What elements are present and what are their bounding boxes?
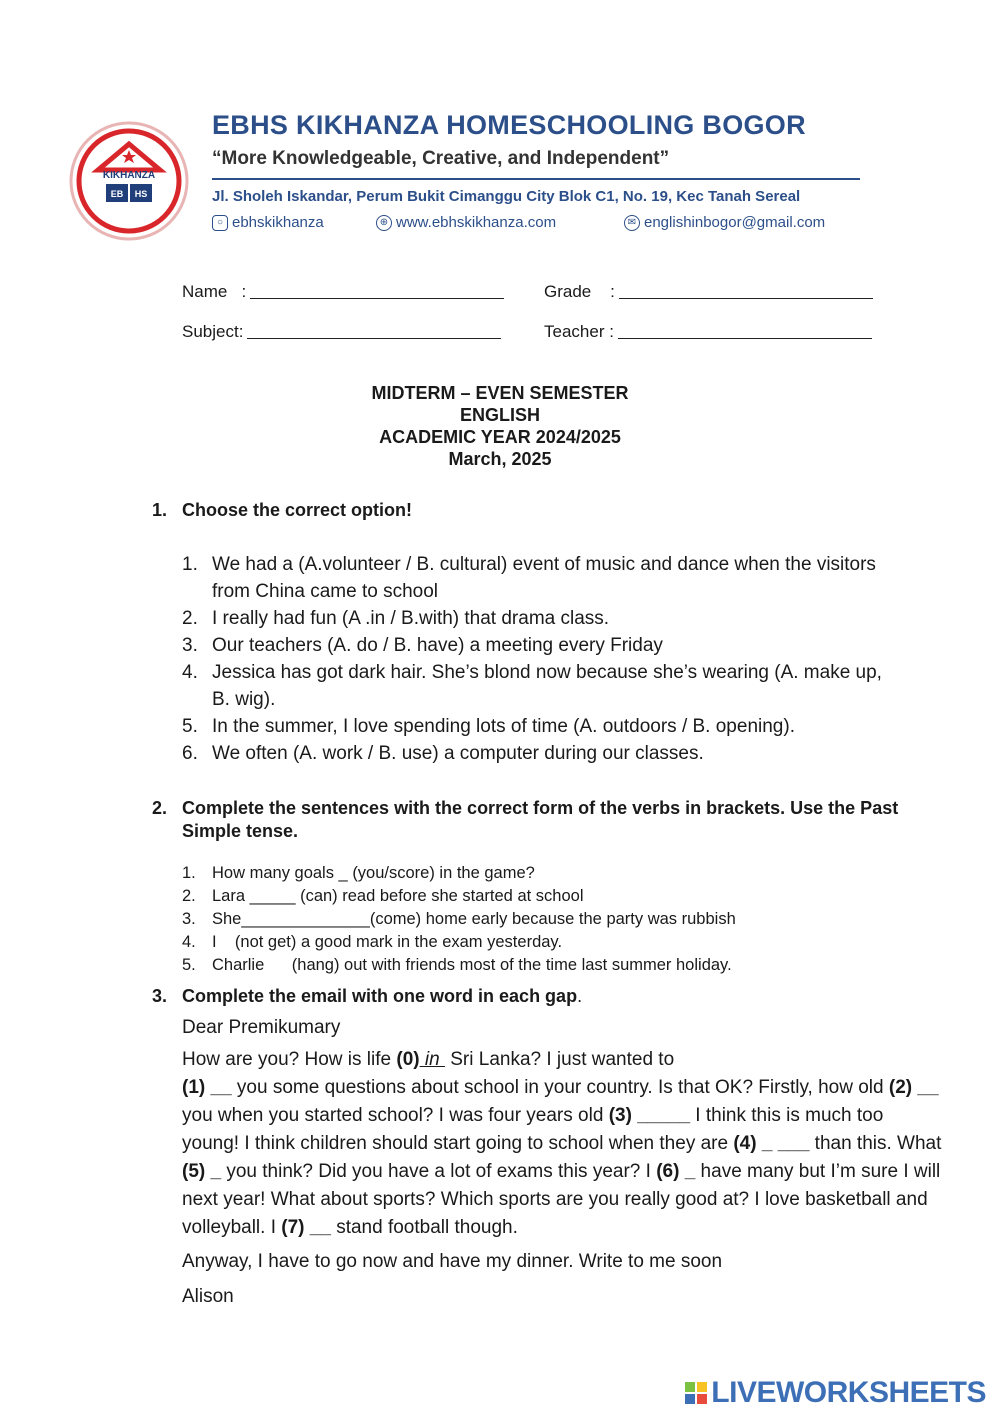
section-1-list [182,551,917,767]
email-text: than this. What [809,1133,942,1154]
list-item [182,931,917,954]
section-2-list [182,862,917,977]
logo-text-right: HS [134,189,148,199]
item-number: 2. [182,608,198,629]
logo-text: KIKHANZA [102,170,156,181]
liveworksheets-brand: LIVEWORKSHEETS [711,1376,986,1409]
list-item [182,862,917,885]
instagram-icon: ○ [212,215,228,231]
title-line-3: ACADEMIC YEAR 2024/2025 [379,427,621,447]
header-divider [212,178,860,180]
email-link[interactable]: englishinbogor@gmail.com [644,214,826,231]
subject-field [182,322,501,342]
list-item [182,605,917,632]
item-text: We often (A. work / B. use) a computer during our classes. [212,743,704,764]
email-contact [624,214,825,231]
instagram-contact [212,214,376,231]
item-text: I (not get) a good mark in the exam yesterday. [212,933,563,951]
name-input-line[interactable] [250,297,504,299]
gap-0-example-answer: in [419,1049,445,1070]
website-contact [376,214,624,231]
teacher-field [544,322,872,342]
list-item [182,740,917,767]
section-2-title: Complete the sentences with the correct form of the verbs in brackets. Use the Past Simple tense. [182,798,899,841]
item-text: Charlie (hang) out with friends most of the time last summer holiday. [212,956,732,974]
item-number: 5. [182,716,198,737]
email-text: you some questions about school in your country. Is that OK? Firstly, how old [231,1077,889,1098]
subject-label: Subject: [182,322,244,341]
item-text: Lara _____ (can) read before she started at school [212,887,584,905]
item-text: She______________(come) home early because the party was rubbish [212,910,736,928]
item-number: 4. [182,933,196,951]
subject-input-line[interactable] [247,337,501,339]
name-label: Name : [182,282,247,301]
item-number: 3. [182,910,196,928]
item-number: 1. [182,554,198,575]
section-1-title: Choose the correct option! [182,500,413,520]
item-number: 3. [182,635,198,656]
gap-3-blank[interactable]: (3) _____ [608,1105,691,1126]
item-number: 1. [182,864,196,882]
title-line-1: MIDTERM – EVEN SEMESTER [371,383,629,403]
school-logo [68,120,190,242]
gap-6-blank[interactable]: (6) _ [656,1161,696,1182]
email-signature: Alison [182,1286,234,1307]
item-text: I really had fun (A .in / B.with) that drama class. [212,608,610,629]
item-text: We had a (A.volunteer / B. cultural) event of music and dance when the visitors from China came to school [212,554,876,602]
item-number: 6. [182,743,198,764]
liveworksheets-logo [685,1376,986,1410]
list-item [182,659,892,713]
exam-title [0,382,1000,470]
gap-5-blank[interactable]: (5) _ [182,1161,222,1182]
grade-input-line[interactable] [619,297,873,299]
item-text: How many goals _ (you/score) in the game? [212,864,535,882]
name-field [182,282,504,302]
item-number: 4. [182,662,198,683]
gap-4-blank[interactable]: (4) _ ___ [733,1133,810,1154]
email-text: Sri Lanka? I just wanted to [444,1049,675,1070]
list-item [182,954,917,977]
email-text: stand football though. [330,1217,518,1238]
website-link[interactable]: www.ebhskikhanza.com [396,214,557,231]
mail-icon: ✉ [624,215,640,231]
title-line-4: March, 2025 [448,449,552,469]
email-text: have many but I’m sure I will next year! What about sports? Which sports are you really good at? I love basketball and volleyball. I [182,1161,941,1238]
gap-7-blank[interactable]: (7) __ [281,1217,331,1238]
item-number: 2. [182,887,196,905]
title-line-2: ENGLISH [459,405,540,425]
contact-row [212,214,825,231]
email-text: I think this is much too young! I think children should start going to school when they are [182,1105,884,1154]
gap-2-blank[interactable]: (2) __ [888,1077,939,1098]
email-closing: Anyway, I have to go now and have my dinner. Write to me soon [182,1251,723,1272]
teacher-label: Teacher : [544,322,614,341]
section-2-number: 2. [152,798,168,818]
list-item [182,713,917,740]
school-address: Jl. Sholeh Iskandar, Perum Bukit Cimanggu City Blok C1, No. 19, Kec Tanah Sereal [212,188,801,205]
section-3-title-text: Complete the email with one word in each gap [182,986,578,1006]
section-3-title [182,985,942,1008]
liveworksheets-icon [685,1382,707,1404]
item-number: 5. [182,956,196,974]
item-text: Our teachers (A. do / B. have) a meeting every Friday [212,635,663,656]
globe-icon: ⊕ [376,215,392,231]
list-item [182,885,917,908]
list-item [182,551,917,605]
gap-1-blank[interactable]: (1) __ [182,1077,232,1098]
item-text: Jessica has got dark hair. She’s blond now because she’s wearing (A. make up, B. wig). [212,662,882,710]
email-text: How are you? How is life [182,1049,397,1070]
logo-text-left: EB [110,189,124,199]
email-text: you think? Did you have a lot of exams this year? I [221,1161,657,1182]
instagram-handle: ebhskikhanza [232,214,324,231]
grade-field [544,282,873,302]
teacher-input-line[interactable] [618,337,872,339]
email-text: you when you started school? I was four years old [182,1105,609,1126]
section-1-number: 1. [152,500,168,520]
item-text: In the summer, I love spending lots of time (A. outdoors / B. opening). [212,716,795,737]
section-3-number: 3. [152,986,168,1006]
section-3-title-period: . [577,986,583,1006]
school-name: EBHS KIKHANZA HOMESCHOOLING BOGOR [212,110,806,140]
email-body [182,1046,942,1242]
grade-label: Grade : [544,282,615,301]
list-item [182,632,917,659]
gap-0-label: (0) [396,1049,420,1070]
school-motto: “More Knowledgeable, Creative, and Independent” [212,148,670,169]
email-greeting: Dear Premikumary [182,1017,341,1038]
list-item [182,908,917,931]
